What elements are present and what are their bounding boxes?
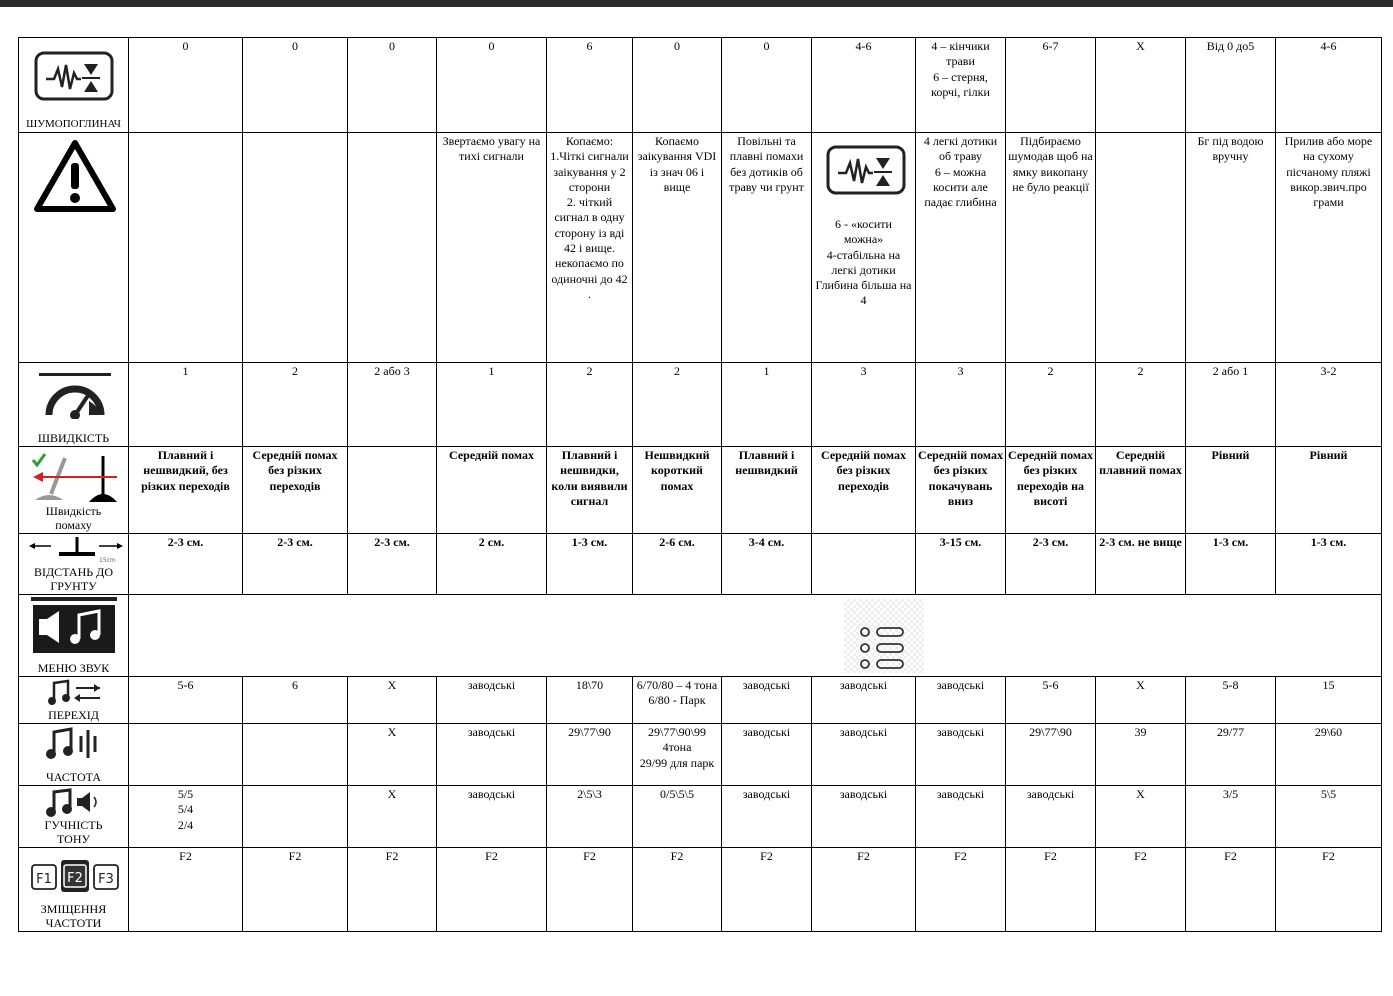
ground-distance-icon [27,536,125,564]
speed-label: ШВИДКІСТЬ [37,431,110,445]
speedometer-icon [39,371,111,419]
distance-cell: 1-3 см. [1276,534,1382,595]
volume-cell: заводські [1006,786,1096,848]
frequency-label: ЧАСТОТА [45,770,102,784]
volume-header [19,786,129,848]
warning-cell [348,133,437,363]
speed-cell: 2 або 1 [1186,363,1276,447]
transition-cell: 5-8 [1186,677,1276,724]
speed-cell: 2 [1006,363,1096,447]
frequency-cell [129,724,243,786]
warning-cell [129,133,243,363]
settings-table [18,37,1382,932]
warning-cell: Копаємо заікування VDI із знач 06 і вище [633,133,722,363]
transition-header [19,677,129,724]
noise-cell: 0 [633,38,722,133]
distance-cell: 2-3 см. [1006,534,1096,595]
volume-cell: 5/5 5/4 2/4 [129,786,243,848]
frequency-cell: заводські [916,724,1006,786]
volume-cell: X [348,786,437,848]
noise-cell: 4-6 [1276,38,1382,133]
warning-cell: 4 легкі дотики об траву 6 – можна косити але падає глибина [916,133,1006,363]
shift-label: ЗМІЩЕННЯ ЧАСТОТИ [40,902,107,930]
distance-cell: 2-3 см. [243,534,348,595]
distance-row [19,534,1382,595]
volume-row [19,786,1382,848]
shift-cell: F2 [243,848,348,932]
frequency-cell: 29\77\90 [1006,724,1096,786]
transition-cell: заводські [812,677,916,724]
frequency-cell: 29\77\90 [547,724,633,786]
key-f2-label: F2 [67,871,83,886]
frequency-cell: заводські [437,724,547,786]
noise-cell: 6-7 [1006,38,1096,133]
speed-cell: 3 [916,363,1006,447]
transition-cell: заводські [722,677,812,724]
noise-cell: 0 [129,38,243,133]
speed-cell: 3-2 [1276,363,1382,447]
warning-triangle-icon [33,139,117,213]
speed-cell: 1 [129,363,243,447]
transition-cell: заводські [916,677,1006,724]
key-f3-label: F3 [98,872,114,887]
frequency-cell: 29\60 [1276,724,1382,786]
shift-cell: F2 [1186,848,1276,932]
speed-cell: 3 [812,363,916,447]
speed-cell: 1 [722,363,812,447]
checkmark-icon [33,454,45,465]
frequency-cell: заводські [812,724,916,786]
transition-cell: X [348,677,437,724]
warning-cell [1096,133,1186,363]
speed-cell: 2 [633,363,722,447]
volume-cell: 3/5 [1186,786,1276,848]
shift-cell: F2 [633,848,722,932]
distance-cell: 1-3 см. [1186,534,1276,595]
distance-cell [812,534,916,595]
volume-cell: заводські [916,786,1006,848]
noise-row [19,38,1382,133]
frequency-row [19,724,1382,786]
key-f1-label: F1 [36,872,52,887]
warning-cell [812,133,916,363]
noise-suppression-icon [34,51,114,103]
noise-header [19,38,129,133]
sweep-cell: Середній помах [437,447,547,534]
warning-cell: Звертаємо увагу на тихі сигнали [437,133,547,363]
transition-cell: 15 [1276,677,1382,724]
shift-cell: F2 [348,848,437,932]
volume-cell: 0/5\5\5 [633,786,722,848]
speed-cell: 2 [243,363,348,447]
sound-menu-header [19,595,129,677]
shift-cell: F2 [1276,848,1382,932]
warning-cell: Копаємо: 1.Чіткі сигнали заікування у 2 сторони 2. чіткий сигнал в одну сторону із вді 42 і вище. некопаємо по одиночні до 42 . [547,133,633,363]
warning-cell: Підбираємо шумодав щоб на ямку викопану не було реакції [1006,133,1096,363]
sweep-cell: Плавний і нешвидкий, без різких переходів [129,447,243,534]
noise-cell: 6 [547,38,633,133]
distance-header [19,534,129,595]
sweep-cell [348,447,437,534]
menu-list-icon [844,614,924,676]
frequency-cell [243,724,348,786]
shift-cell: F2 [1006,848,1096,932]
sound-menu-cell [129,595,1382,677]
noise-cell: 4 – кінчики трави 6 – стерня, корчі, гілки [916,38,1006,133]
frequency-cell: 29/77 [1186,724,1276,786]
top-bar [0,0,1393,7]
speed-cell: 2 [547,363,633,447]
note-frequency-icon [45,726,105,760]
noise-cell: 0 [722,38,812,133]
shift-cell: F2 [547,848,633,932]
transition-cell: 5-6 [1006,677,1096,724]
distance-cell: 2-3 см. [348,534,437,595]
shift-cell: F2 [916,848,1006,932]
shift-cell: F2 [722,848,812,932]
shift-cell: F2 [437,848,547,932]
frequency-cell: 39 [1096,724,1186,786]
sweep-cell: Середній помах без різких переходів [243,447,348,534]
speed-cell: 2 або 3 [348,363,437,447]
shift-cell: F2 [812,848,916,932]
warning-header [19,133,129,363]
shift-cell: F2 [129,848,243,932]
sound-menu-label: МЕНЮ ЗВУК [37,661,110,675]
distance-cell: 2-3 см. [129,534,243,595]
sweep-cell: Середній помах без різких переходів [812,447,916,534]
distance-cell: 3-15 см. [916,534,1006,595]
sweep-cell: Середній плавний помах [1096,447,1186,534]
transition-cell: 6/70/80 – 4 тона 6/80 - Парк [633,677,722,724]
speed-header [19,363,129,447]
frequency-header [19,724,129,786]
sweep-header [19,447,129,534]
speaker-music-icon [31,597,117,655]
distance-cell: 2-3 см. не вище [1096,534,1186,595]
sweep-cell: Плавний і нешвидкий [722,447,812,534]
sweep-cell: Нешвидкий короткий помах [633,447,722,534]
noise-cell: 0 [348,38,437,133]
sound-menu-row [19,595,1382,677]
distance-cell: 1-3 см. [547,534,633,595]
shift-row [19,848,1382,932]
transition-cell: 18\70 [547,677,633,724]
sweep-cell: Середній помах без різких переходів на висоті [1006,447,1096,534]
transition-row [19,677,1382,724]
volume-cell: заводські [437,786,547,848]
transition-cell: X [1096,677,1186,724]
note-transition-icon [46,679,104,707]
sweep-label: Швидкість помаху [45,504,102,532]
frequency-cell: 29\77\90\99 4тона 29/99 для парк [633,724,722,786]
sweep-cell: Середній помах без різких покачувань вниз [916,447,1006,534]
frequency-shift-keys-icon [30,858,120,894]
volume-cell: X [1096,786,1186,848]
volume-cell: 2\5\3 [547,786,633,848]
distance-cell: 3-4 см. [722,534,812,595]
sweep-row [19,447,1382,534]
warning-cell-text: 6 - «косити можна» 4-стабільна на легкі дотики Глибина більша на 4 [815,217,912,308]
sweep-cell: Рівний [1276,447,1382,534]
speed-row [19,363,1382,447]
warning-cell [243,133,348,363]
speed-cell: 1 [437,363,547,447]
distance-label: ВІДСТАНЬ ДО ГРУНТУ [34,565,113,593]
sweep-cell: Рівний [1186,447,1276,534]
shift-cell: F2 [1096,848,1186,932]
distance-cell: 2-6 см. [633,534,722,595]
warning-cell: Прилив або море на сухому пісчаному пляжі викор.звич.про грами [1276,133,1382,363]
transition-cell: 5-6 [129,677,243,724]
volume-cell: 5\5 [1276,786,1382,848]
shift-header [19,848,129,932]
sweep-cell: Плавний і нешвидки, коли виявили сигнал [547,447,633,534]
volume-label: ГУЧНІСТЬ ТОНУ [44,818,103,846]
transition-label: ПЕРЕХІД [48,708,99,722]
noise-cell: 0 [437,38,547,133]
transition-cell: заводські [437,677,547,724]
speed-cell: 2 [1096,363,1186,447]
note-volume-icon [45,788,105,818]
noise-label: ШУМОПОГЛИНАЧ [26,118,121,130]
distance-cell: 2 см. [437,534,547,595]
volume-cell [243,786,348,848]
warning-cell: Бг під водою вручну [1186,133,1276,363]
noise-cell: X [1096,38,1186,133]
detector-sweep-icon [27,450,119,504]
noise-cell: Від 0 до5 [1186,38,1276,133]
frequency-cell: X [348,724,437,786]
volume-cell: заводські [722,786,812,848]
warning-cell: Повільні та плавні помахи без дотиків об траву чи грунт [722,133,812,363]
menu-list-icon-box [844,599,924,673]
frequency-cell: заводські [722,724,812,786]
noise-suppression-icon [826,145,906,197]
distance-icon-text: 15cm [99,557,116,564]
volume-cell: заводські [812,786,916,848]
transition-cell: 6 [243,677,348,724]
noise-cell: 0 [243,38,348,133]
noise-cell: 4-6 [812,38,916,133]
warning-row [19,133,1382,363]
